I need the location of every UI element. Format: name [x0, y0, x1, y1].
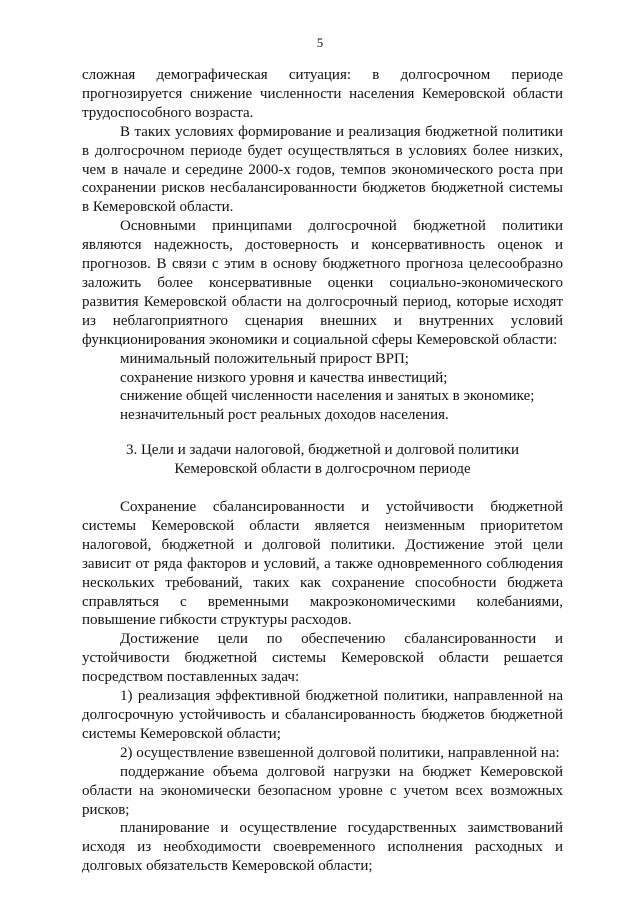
list-item-investments: сохранение низкого уровня и качества инвестиций; — [120, 369, 448, 386]
section-heading — [82, 441, 563, 479]
paragraph-demographic-situation: сложная демографическая ситуация: в долгосрочном периоде прогнозируется снижение численности населения Кемеровской области трудоспособного возраста. — [82, 67, 563, 121]
section-heading-line-2: Кемеровской области в долгосрочном периоде — [174, 461, 471, 478]
paragraph-budget-policy-conditions: В таких условиях формирование и реализация бюджетной политики в долгосрочном периоде будет осуществляться в условиях более низких, чем в начале и середине 2000-х годов, темпов экономического роста при сохранении рисков несбалансированности бюджетов бюджетной системы в Кемеровской области. — [82, 123, 563, 216]
list-item-grp-growth: минимальный положительный прирост ВРП; — [120, 350, 409, 367]
list-item-income-growth: незначительный рост реальных доходов населения. — [120, 407, 449, 424]
list-item-population-decline: снижение общей численности населения и занятых в экономике; — [120, 388, 535, 405]
document-body — [82, 66, 563, 876]
task-item-1: 1) реализация эффективной бюджетной политики, направленной на долгосрочную устойчивость и сбалансированность бюджетов бюджетной системы Кемеровской области; — [82, 688, 563, 742]
subtask-debt-load: поддержание объема долговой нагрузки на бюджет Кемеровской области на экономически безопасном уровне с учетом всех возможных рисков; — [82, 763, 563, 818]
task-item-2: 2) осуществление взвешенной долговой политики, направленной на: — [120, 744, 560, 761]
paragraph-principles: Основными принципами долгосрочной бюджетной политики являются надежность, достоверность и консервативность оценок и прогнозов. В связи с этим в основу бюджетного прогноза целесообразно заложить более консервативные оценки социально-экономического развития Кемеровской области на долгосрочный период, которые исходят из неблагоприятного сценария внешних и внутренних условий функционирования экономики и социальной сферы Кемеровской области: — [82, 218, 563, 348]
paragraph-goal-achievement: Достижение цели по обеспечению сбалансированности и устойчивости бюджетной системы Кемеровской области решается посредством поставленных задач: — [82, 631, 563, 686]
subtask-borrowing-planning: планирование и осуществление государственных заимствований исходя из необходимости своевременного исполнения расходных и долговых обязательств Кемеровской области; — [82, 820, 563, 875]
section-heading-line-1: 3. Цели и задачи налоговой, бюджетной и долговой политики — [125, 442, 520, 459]
page-number: 5 — [316, 36, 324, 50]
paragraph-balance-priority: Сохранение сбалансированности и устойчивости бюджетной системы Кемеровской области является неизменным приоритетом налоговой, бюджетной и долговой политики. Достижение этой цели зависит от ряда факторов и условий, а также одновременного соблюдения нескольких требований, таких как сохранение способности бюджета справляться с временными макроэкономическими колебаниями, повышение гибкости структуры расходов. — [82, 499, 563, 629]
